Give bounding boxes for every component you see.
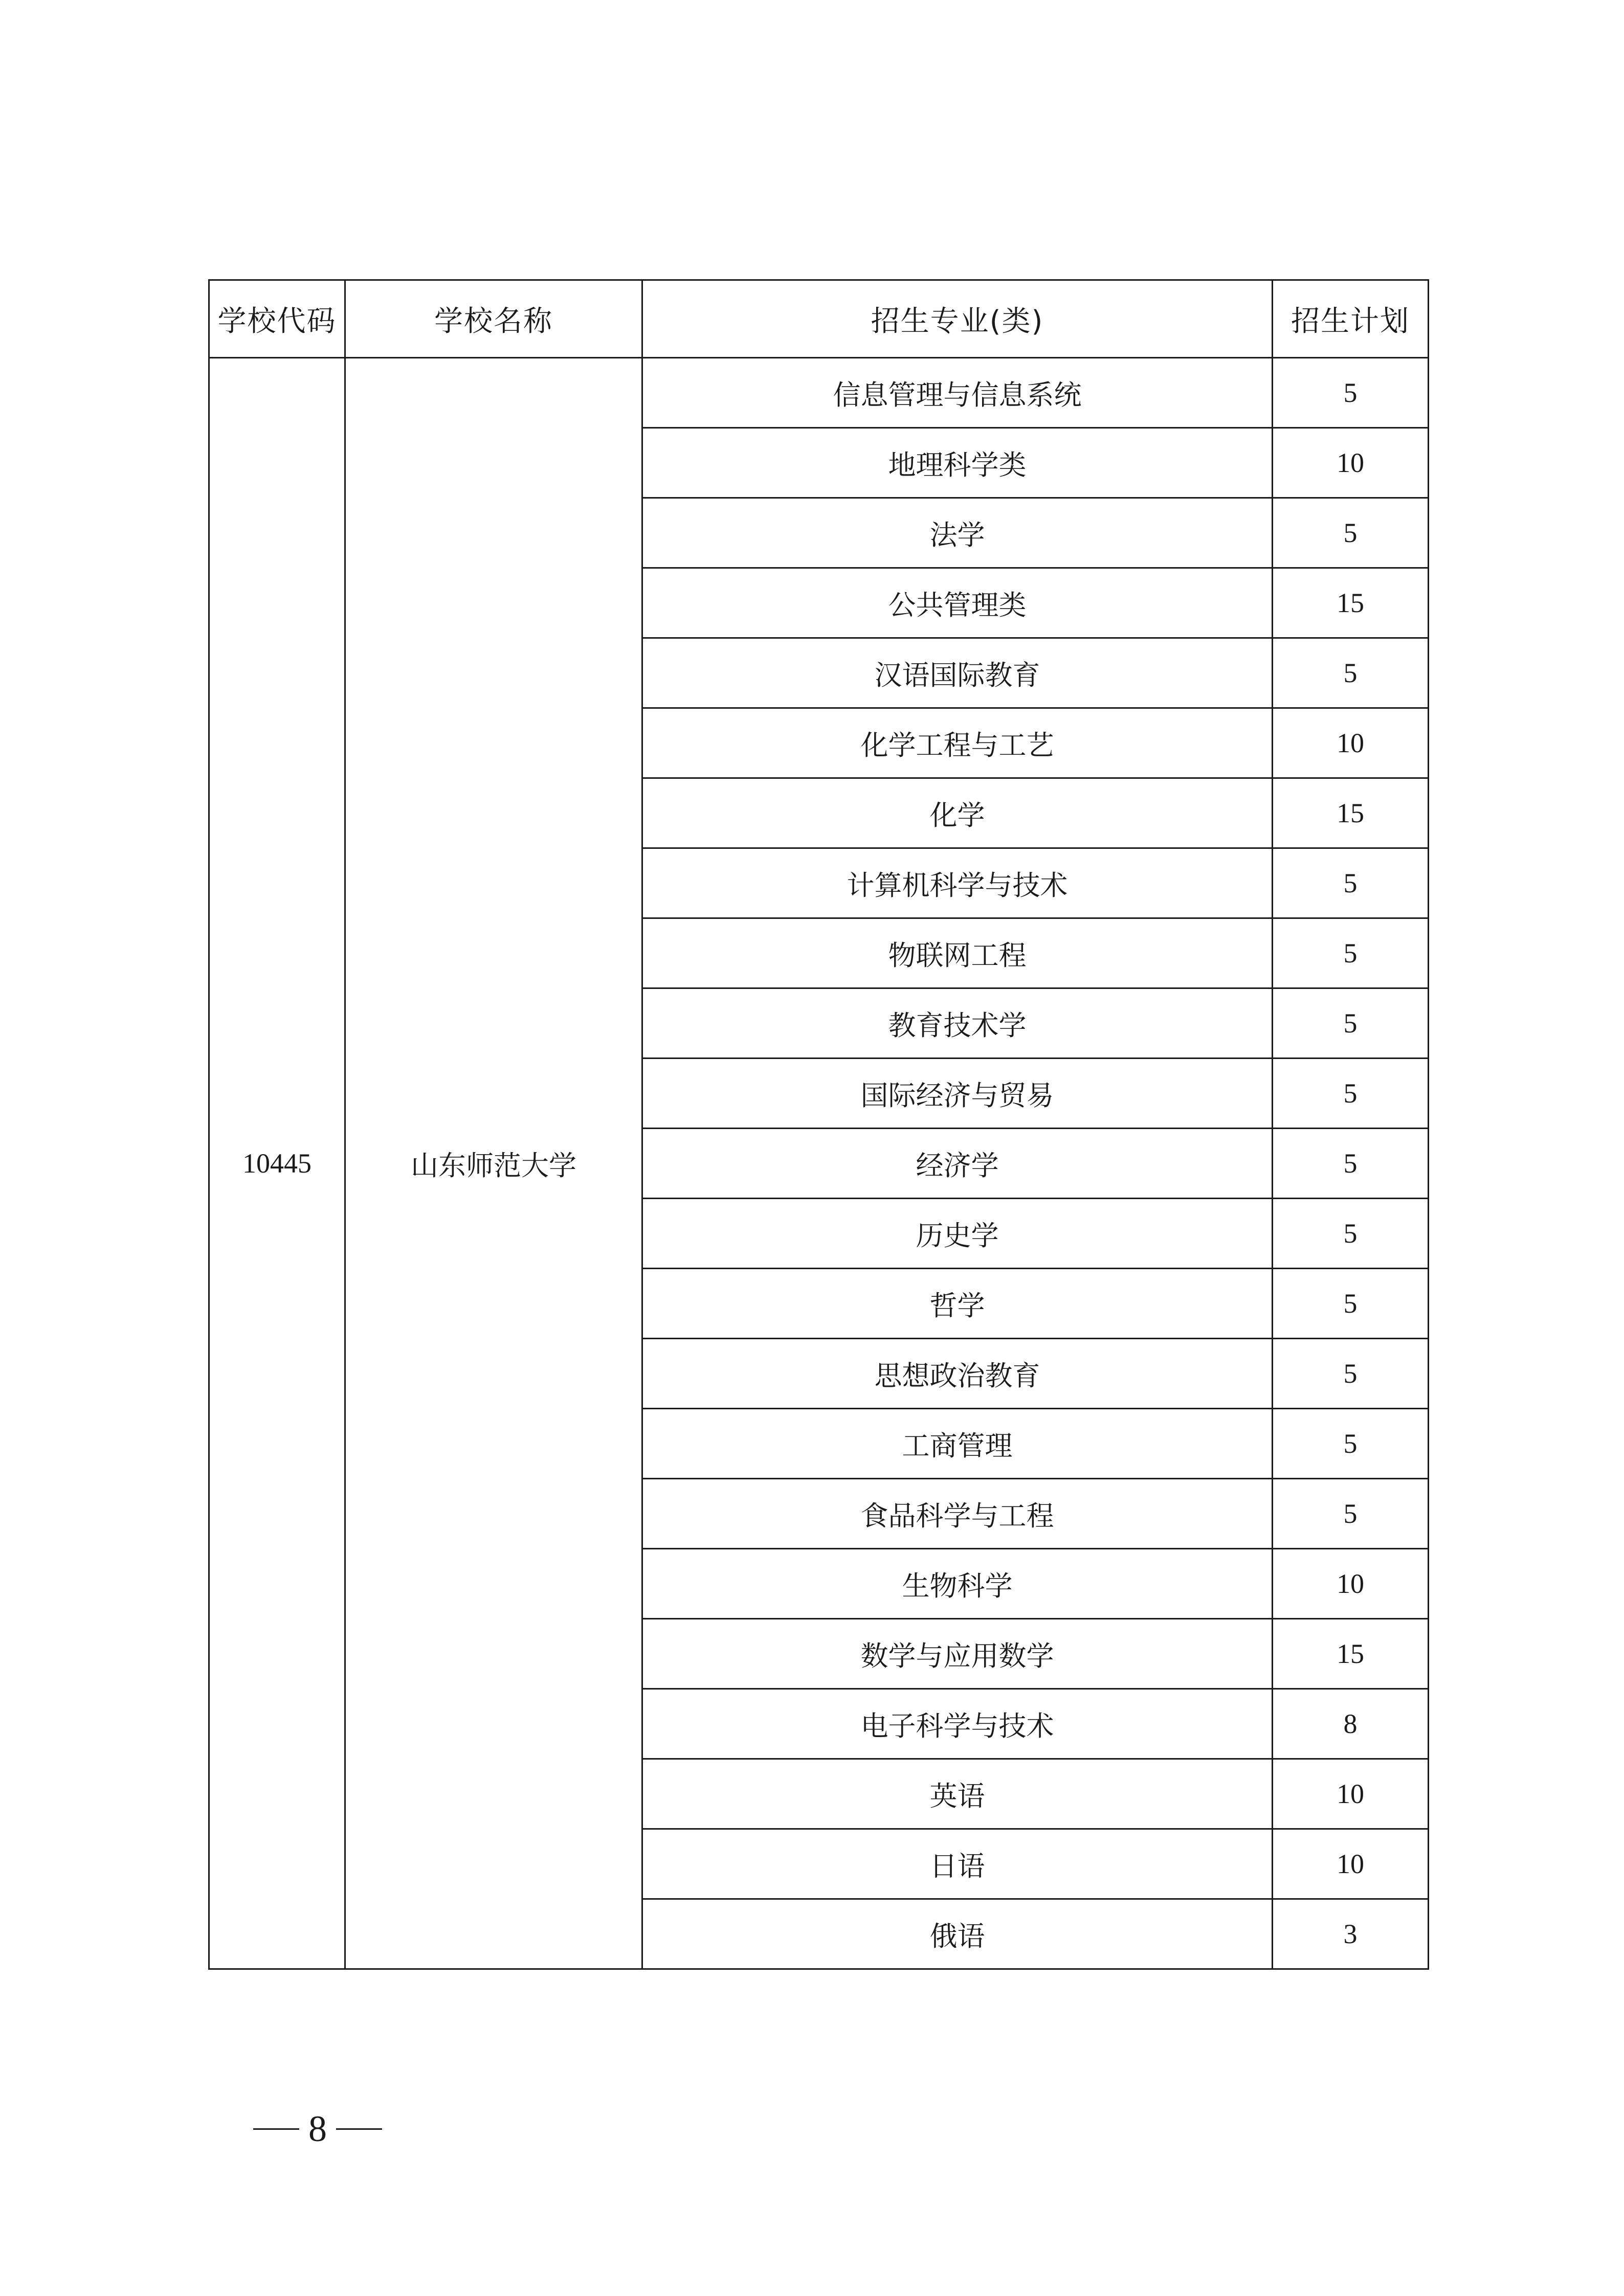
plan-cell: 10 <box>1273 428 1429 498</box>
page-number-footer <box>253 2106 382 2152</box>
plan-cell: 10 <box>1273 1829 1429 1899</box>
major-cell: 公共管理类 <box>642 568 1273 638</box>
major-cell: 生物科学 <box>642 1549 1273 1619</box>
major-cell: 信息管理与信息系统 <box>642 358 1273 428</box>
header-major: 招生专业(类) <box>642 280 1273 358</box>
header-school-name: 学校名称 <box>345 280 642 358</box>
plan-cell: 5 <box>1273 1339 1429 1409</box>
plan-cell: 5 <box>1273 498 1429 568</box>
plan-cell: 5 <box>1273 1269 1429 1339</box>
plan-cell: 10 <box>1273 1549 1429 1619</box>
plan-cell: 8 <box>1273 1689 1429 1759</box>
right-dash <box>336 2128 382 2130</box>
major-cell: 数学与应用数学 <box>642 1619 1273 1689</box>
major-cell: 教育技术学 <box>642 988 1273 1059</box>
major-cell: 汉语国际教育 <box>642 638 1273 708</box>
plan-cell: 5 <box>1273 1059 1429 1129</box>
major-cell: 化学 <box>642 778 1273 848</box>
major-cell: 国际经济与贸易 <box>642 1059 1273 1129</box>
plan-cell: 3 <box>1273 1899 1429 1969</box>
plan-cell: 5 <box>1273 918 1429 988</box>
plan-cell: 5 <box>1273 638 1429 708</box>
table-body <box>209 358 1429 1969</box>
major-cell: 哲学 <box>642 1269 1273 1339</box>
plan-cell: 15 <box>1273 778 1429 848</box>
major-cell: 英语 <box>642 1759 1273 1829</box>
major-cell: 日语 <box>642 1829 1273 1899</box>
plan-cell: 5 <box>1273 358 1429 428</box>
page-number: 8 <box>308 2108 327 2149</box>
header-school-code: 学校代码 <box>209 280 345 358</box>
major-cell: 经济学 <box>642 1129 1273 1199</box>
plan-cell: 5 <box>1273 1409 1429 1479</box>
plan-cell: 15 <box>1273 568 1429 638</box>
major-cell: 化学工程与工艺 <box>642 708 1273 778</box>
enrollment-plan-sheet <box>208 279 1428 1970</box>
major-cell: 计算机科学与技术 <box>642 848 1273 918</box>
major-cell: 电子科学与技术 <box>642 1689 1273 1759</box>
major-cell: 地理科学类 <box>642 428 1273 498</box>
table-header <box>209 280 1429 358</box>
plan-cell: 5 <box>1273 848 1429 918</box>
school-name-cell: 山东师范大学 <box>345 358 642 1969</box>
plan-cell: 5 <box>1273 1479 1429 1549</box>
enrollment-plan-table <box>208 279 1429 1970</box>
major-cell: 思想政治教育 <box>642 1339 1273 1409</box>
major-cell: 俄语 <box>642 1899 1273 1969</box>
plan-cell: 10 <box>1273 708 1429 778</box>
major-cell: 工商管理 <box>642 1409 1273 1479</box>
table-row <box>209 358 1429 428</box>
plan-cell: 5 <box>1273 1129 1429 1199</box>
major-cell: 历史学 <box>642 1199 1273 1269</box>
plan-cell: 5 <box>1273 1199 1429 1269</box>
plan-cell: 10 <box>1273 1759 1429 1829</box>
header-row <box>209 280 1429 358</box>
major-cell: 食品科学与工程 <box>642 1479 1273 1549</box>
plan-cell: 5 <box>1273 988 1429 1059</box>
major-cell: 法学 <box>642 498 1273 568</box>
school-code-cell: 10445 <box>209 358 345 1969</box>
major-cell: 物联网工程 <box>642 918 1273 988</box>
left-dash <box>253 2128 299 2130</box>
header-plan: 招生计划 <box>1273 280 1429 358</box>
plan-cell: 15 <box>1273 1619 1429 1689</box>
